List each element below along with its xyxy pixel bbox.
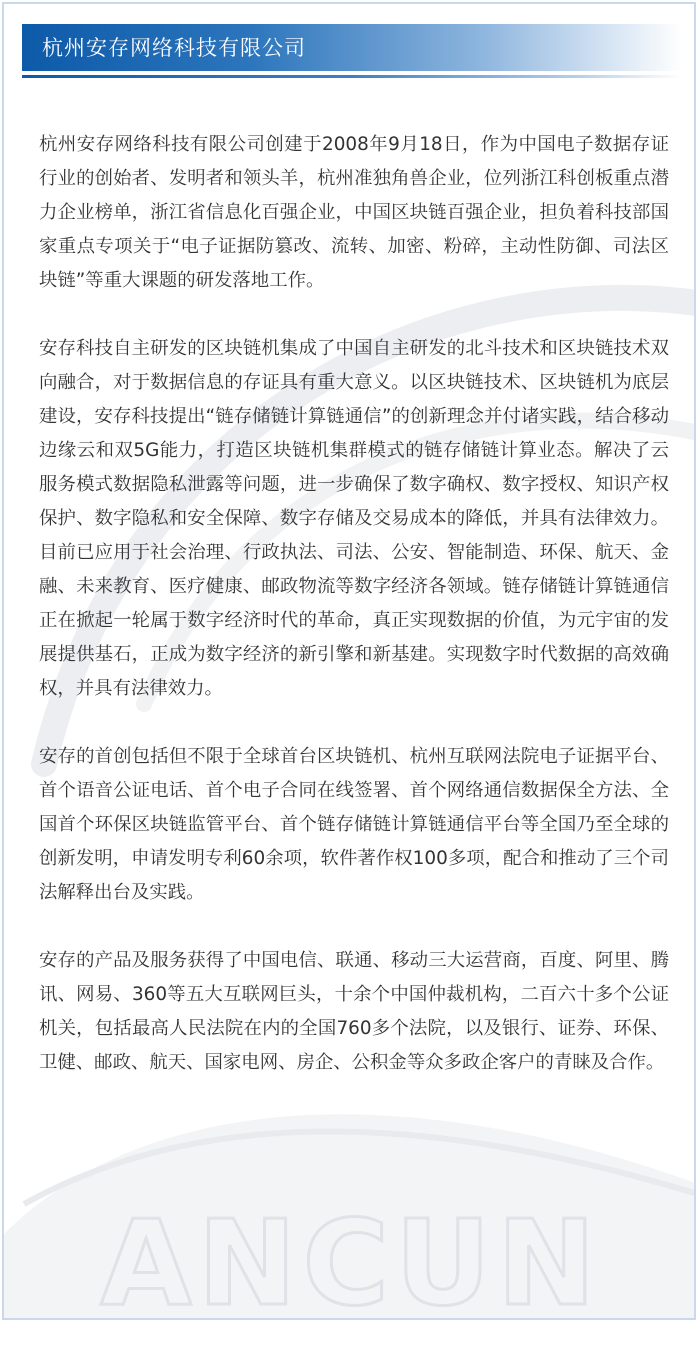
- article-frame: [2, 2, 696, 1320]
- article-body: [39, 128, 669, 1114]
- paragraph-intro: 杭州安存网络科技有限公司创建于2008年9月18日，作为中国电子数据存证行业的创始者、发明者和领头羊，杭州准独角兽企业，位列浙江科创板重点潜力企业榜单，浙江省信息化百强企业，中国区块链百强企业，担负着科技部国家重点专项关于“电子证据防篡改、流转、加密、粉碎，主动性防御、司法区块链”等重大课题的研发落地工作。: [39, 134, 669, 291]
- paragraph-innovations: 安存的首创包括但不限于全球首台区块链机、杭州互联网法院电子证据平台、首个语音公证电话、首个电子合同在线签署、首个网络通信数据保全方法、全国首个环保区块链监管平台、首个链存储链计算链通信平台等全国乃至全球的创新发明，申请发明专利60余项，软件著作权100多项，配合和推动了三个司法解释出台及实践。: [39, 746, 669, 903]
- page-title: 杭州安存网络科技有限公司: [42, 36, 306, 60]
- header-underline: [22, 75, 682, 78]
- paragraph-clients: 安存的产品及服务获得了中国电信、联通、移动三大运营商，百度、阿里、腾讯、网易、360等五大互联网巨头，十余个中国仲裁机构，二百六十多个公证机关，包括最高人民法院在内的全国760多个法院，以及银行、证券、环保、卫健、邮政、航天、国家电网、房企、公积金等众多政企客户的青睐及合作。: [39, 950, 669, 1073]
- watermark-text: ANCUN: [100, 1194, 602, 1322]
- paragraph-technology: 安存科技自主研发的区块链机集成了中国自主研发的北斗技术和区块链技术双向融合，对于数据信息的存证具有重大意义。以区块链技术、区块链机为底层建设，安存科技提出“链存储链计算链通信”的创新理念并付诸实践，结合移动边缘云和双5G能力，打造区块链机集群模式的链存储链计算业态。解决了云服务模式数据隐私泄露等问题，进一步确保了数字确权、数字授权、知识产权保护、数字隐私和安全保障、数字存储及交易成本的降低，并具有法律效力。目前已应用于社会治理、行政执法、司法、公安、智能制造、环保、航天、金融、未来教育、医疗健康、邮政物流等数字经济各领域。链存储链计算链通信正在掀起一轮属于数字经济时代的革命，真正实现数据的价值，为元宇宙的发展提供基石，正成为数字经济的新引擎和新基建。实现数字时代数据的高效确权，并具有法律效力。: [39, 338, 669, 699]
